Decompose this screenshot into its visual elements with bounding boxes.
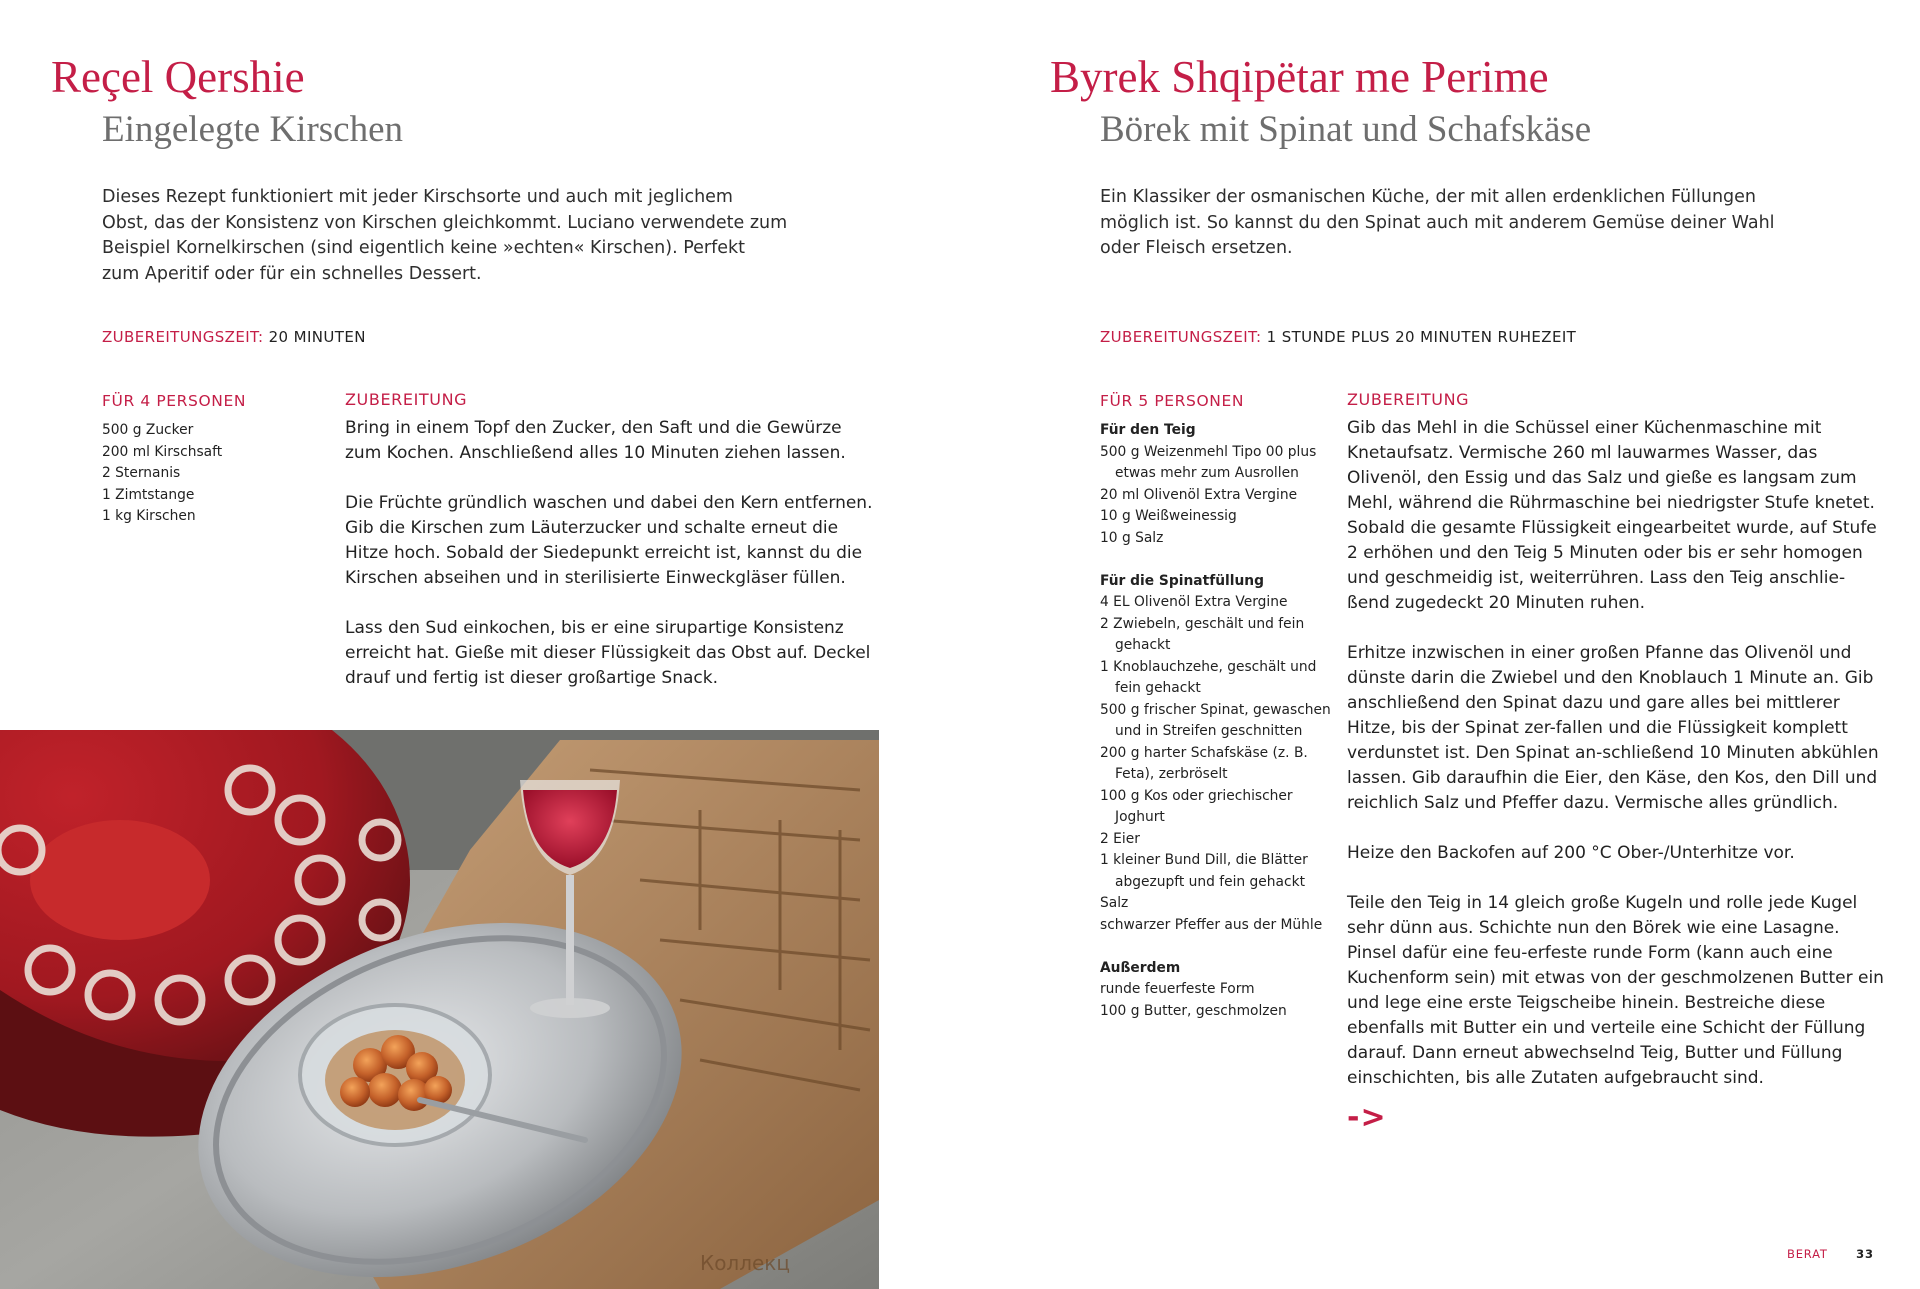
recipe-photo — [0, 730, 879, 1289]
recipe-intro-left — [102, 185, 802, 287]
ingredient-item: 500 g Weizenmehl Tipo 00 plus — [1100, 443, 1317, 460]
recipe-title-right: Byrek Shqipëtar me Perime — [1050, 52, 1549, 102]
intro-line: zum Aperitif oder für ein schnelles Dessert. — [102, 263, 482, 284]
ingredient-item: 20 ml Olivenöl Extra Vergine — [1100, 486, 1298, 503]
prep-time-value: 20 MINUTEN — [268, 328, 366, 346]
step-paragraph: Heize den Backofen auf 200 °C Ober-/Unterhitze vor. — [1347, 843, 1795, 863]
intro-line: Obst, das der Konsistenz von Kirschen gleichkommt. Luciano verwendete zum — [102, 212, 788, 233]
ingredient-item-continued: und in Streifen geschnitten — [1115, 723, 1303, 739]
ingredient-item: 200 g harter Schafskäse (z. B. — [1100, 744, 1308, 761]
cherries-photo — [0, 730, 879, 1289]
ingredient-item: 10 g Salz — [1100, 529, 1164, 546]
ingredient-item: 100 g Butter, geschmolzen — [1100, 1002, 1287, 1019]
intro-line: Beispiel Kornelkirschen (sind eigentlich keine »echten« Kirschen). Perfekt — [102, 238, 746, 258]
prep-time-label: ZUBEREITUNGSZEIT: — [1100, 328, 1262, 346]
steps-heading-right: ZUBEREITUNG — [1347, 390, 1470, 409]
intro-line: möglich ist. So kannst du den Spinat auch mit anderem Gemüse deiner Wahl — [1100, 212, 1775, 233]
ingredient-item: 1 kleiner Bund Dill, die Blätter — [1100, 852, 1308, 868]
ingredient-item: 100 g Kos oder griechischer — [1100, 787, 1293, 804]
ingredient-item: 10 g Weißweinessig — [1100, 508, 1237, 524]
ingredient-item-continued: fein gehackt — [1115, 680, 1201, 696]
ingredient-item: 1 Knoblauchzehe, geschält und — [1100, 658, 1317, 675]
ingredient-item: runde feuerfeste Form — [1100, 981, 1255, 997]
ingredient-list-left — [102, 420, 222, 528]
ingredient-item-continued: abgezupft und fein gehackt — [1115, 873, 1305, 890]
ingredient-item: Salz — [1100, 895, 1129, 911]
ingredient-item: 2 Zwiebeln, geschält und fein — [1100, 615, 1305, 632]
ingredient-item: 4 EL Olivenöl Extra Vergine — [1100, 594, 1288, 610]
servings-right: FÜR 5 PERSONEN — [1100, 392, 1245, 410]
step-paragraph: Bring in einem Topf den Zucker, den Saft und die Gewürze zum Kochen. Anschließend alles 10 Minuten ziehen lassen. — [345, 418, 846, 463]
ingredient-item: 1 kg Kirschen — [102, 508, 196, 524]
ingredient-item: 1 Zimtstange — [102, 486, 195, 503]
spacer — [1100, 936, 1331, 958]
intro-line: oder Fleisch ersetzen. — [1100, 238, 1293, 258]
ingredient-item: schwarzer Pfeffer aus der Mühle — [1100, 916, 1323, 933]
steps-left — [345, 416, 882, 716]
ingredient-group-heading: Für den Teig — [1100, 422, 1196, 438]
continue-arrow-icon[interactable]: -> — [1347, 1100, 1387, 1135]
recipe-intro-right — [1100, 185, 1800, 262]
step-paragraph: Gib das Mehl in die Schüssel einer Küchenmaschine mit Knetaufsatz. Vermische 260 ml lauwarmes Wasser, das Olivenöl, den Essig und das Salz und gieße es langsam zum Mehl, während die Rührmaschine bei niedrigster Stufe knetet. Sobald die gesamte Flüssigkeit eingearbeitet wurde, auf Stufe 2 erhöhen und den Teig 5 Minuten oder bis er sehr homogen und geschmeidig ist, weiterrühren. Lass den Teig anschlie-ßend zugedeckt 20 Minuten ruhen. — [1347, 418, 1877, 613]
recipe-subtitle-left: Eingelegte Kirschen — [102, 109, 404, 150]
ingredient-item-continued: Joghurt — [1115, 809, 1165, 825]
servings-left: FÜR 4 PERSONEN — [102, 392, 247, 410]
steps-heading-left: ZUBEREITUNG — [345, 390, 468, 409]
intro-line: Ein Klassiker der osmanischen Küche, der mit allen erdenklichen Füllungen — [1100, 187, 1757, 207]
page-footer — [1787, 1247, 1874, 1261]
recipe-subtitle-right: Börek mit Spinat und Schafskäse — [1100, 109, 1592, 150]
spacer — [1100, 549, 1331, 571]
ingredient-group-heading: Für die Spinatfüllung — [1100, 572, 1265, 589]
step-paragraph: Lass den Sud einkochen, bis er eine sirupartige Konsistenz erreicht hat. Gieße mit dieser Flüssigkeit das Obst auf. Deckel drauf und fertig ist dieser großartige Snack. — [345, 618, 871, 688]
photo-stamp-text: Коллекц — [700, 1251, 790, 1275]
footer-place: BERAT — [1787, 1247, 1828, 1261]
ingredient-item-continued: Feta), zerbröselt — [1115, 766, 1228, 782]
step-paragraph: Erhitze inzwischen in einer großen Pfanne das Olivenöl und dünste darin die Zwiebel und den Knoblauch 1 Minute an. Gib anschließend den Spinat dazu und gare alles bei mittlerer Hitze, bis der Spinat zer-fallen und die Flüssigkeit komplett verdunstet ist. Den Spinat an-schließend 10 Minuten abkühlen lassen. Gib daraufhin die Eier, den Käse, den Kos, den Dill und reichlich Salz und Pfeffer dazu. Vermische alles gründlich. — [1347, 643, 1879, 813]
steps-right — [1347, 416, 1887, 1116]
prep-time-right — [1100, 328, 1576, 346]
ingredient-group-heading: Außerdem — [1100, 959, 1181, 976]
ingredient-item-continued: etwas mehr zum Ausrollen — [1115, 465, 1299, 481]
ingredient-item: 500 g frischer Spinat, gewaschen — [1100, 701, 1331, 718]
recipe-title-left: Reçel Qershie — [51, 52, 305, 102]
step-paragraph: Teile den Teig in 14 gleich große Kugeln und rolle jede Kugel sehr dünn aus. Schichte nun den Börek wie eine Lasagne. Pinsel dafür eine feu-erfeste runde Form (kann auch eine Kuchenform sein) mit etwas von der geschmolzenen Butter ein und lege eine erste Teigscheibe hinein. Bestreiche diese ebenfalls mit Butter ein und verteile eine Schicht der Füllung darauf. Dann erneut abwechselnd Teig, Butter und Füllung einschichten, bis alle Zutaten aufgebraucht sind. — [1347, 893, 1884, 1088]
ingredient-item: 200 ml Kirschsaft — [102, 443, 223, 460]
ingredient-list-right — [1100, 420, 1331, 1022]
prep-time-left — [102, 328, 366, 346]
prep-time-value: 1 STUNDE PLUS 20 MINUTEN RUHEZEIT — [1266, 328, 1577, 346]
ingredient-item: 500 g Zucker — [102, 422, 194, 438]
intro-line: Dieses Rezept funktioniert mit jeder Kirschsorte und auch mit jeglichem — [102, 187, 733, 207]
page-number: 33 — [1856, 1247, 1874, 1261]
prep-time-label: ZUBEREITUNGSZEIT: — [102, 328, 264, 346]
ingredient-item-continued: gehackt — [1115, 637, 1171, 653]
step-paragraph: Die Früchte gründlich waschen und dabei den Kern entfernen. Gib die Kirschen zum Läuterzucker und schalte erneut die Hitze hoch. Sobald der Siedepunkt erreicht ist, kannst du die Kirschen abseihen und in sterilisierte Einweckgläser füllen. — [345, 493, 873, 588]
ingredient-item: 2 Eier — [1100, 830, 1140, 847]
ingredient-item: 2 Sternanis — [102, 465, 181, 481]
